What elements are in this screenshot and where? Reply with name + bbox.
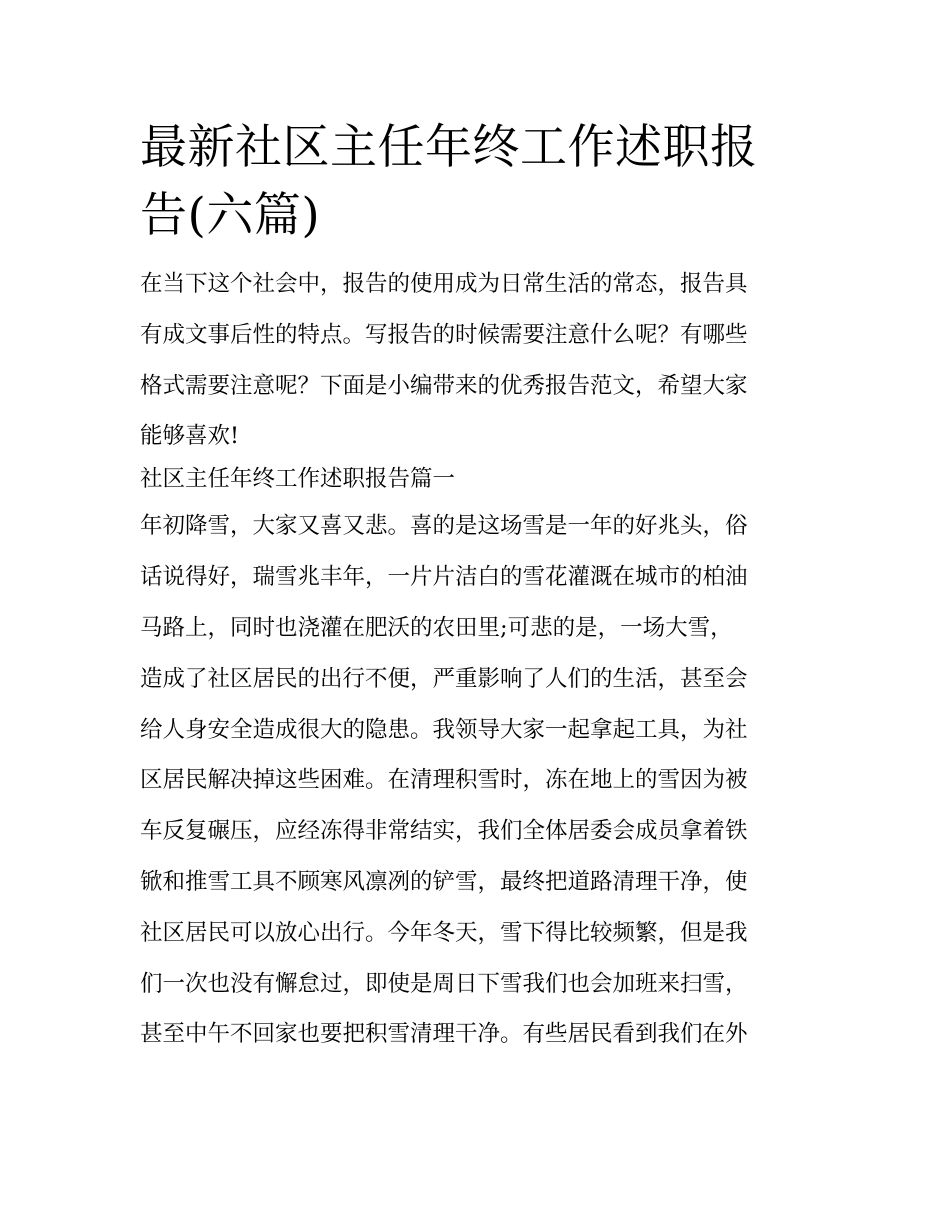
intro-paragraph (140, 266, 820, 508)
body-line: 锨和推雪工具不顾寒风凛冽的铲雪，最终把道路清理干净，使 (140, 868, 748, 895)
body-line: 社区居民可以放心出行。今年冬天，雪下得比较频繁，但是我 (140, 919, 748, 946)
body-line: 车反复碾压，应经冻得非常结实，我们全体居委会成员拿着铁 (140, 818, 748, 845)
body-line: 区居民解决掉这些困难。在清理积雪时，冻在地上的雪因为被 (140, 767, 748, 794)
body-line: 甚至中午不回家也要把积雪清理干净。有些居民看到我们在外 (140, 1021, 748, 1048)
document-content (140, 112, 820, 1067)
intro-line: 有成文事后性的特点。写报告的时候需要注意什么呢？有哪些 (140, 321, 748, 348)
body-line: 马路上，同时也浇灌在肥沃的农田里;可悲的是，一场大雪， (140, 614, 733, 641)
intro-line: 在当下这个社会中，报告的使用成为日常生活的常态，报告具 (140, 271, 748, 297)
body-line: 话说得好，瑞雪兆丰年，一片片洁白的雪花灌溉在城市的柏油 (140, 564, 748, 591)
document-title-line-1: 最新社区主任年终工作述职报 (140, 120, 758, 175)
body-paragraph (140, 508, 820, 1067)
intro-line: 能够喜欢! (140, 423, 240, 450)
body-line: 给人身安全造成很大的隐患。我领导大家一起拿起工具，为社 (140, 716, 748, 743)
intro-line: 格式需要注意呢？下面是小编带来的优秀报告范文，希望大家 (140, 372, 748, 399)
body-line: 造成了社区居民的出行不便，严重影响了人们的生活，甚至会 (140, 665, 748, 692)
body-line: 们一次也没有懈怠过，即使是周日下雪我们也会加班来扫雪， (140, 970, 748, 997)
section-heading: 社区主任年终工作述职报告篇一 (140, 466, 456, 493)
body-line: 年初降雪，大家又喜又悲。喜的是这场雪是一年的好兆头，俗 (140, 513, 748, 540)
document-title-line-2: 告(六篇) (140, 188, 321, 243)
